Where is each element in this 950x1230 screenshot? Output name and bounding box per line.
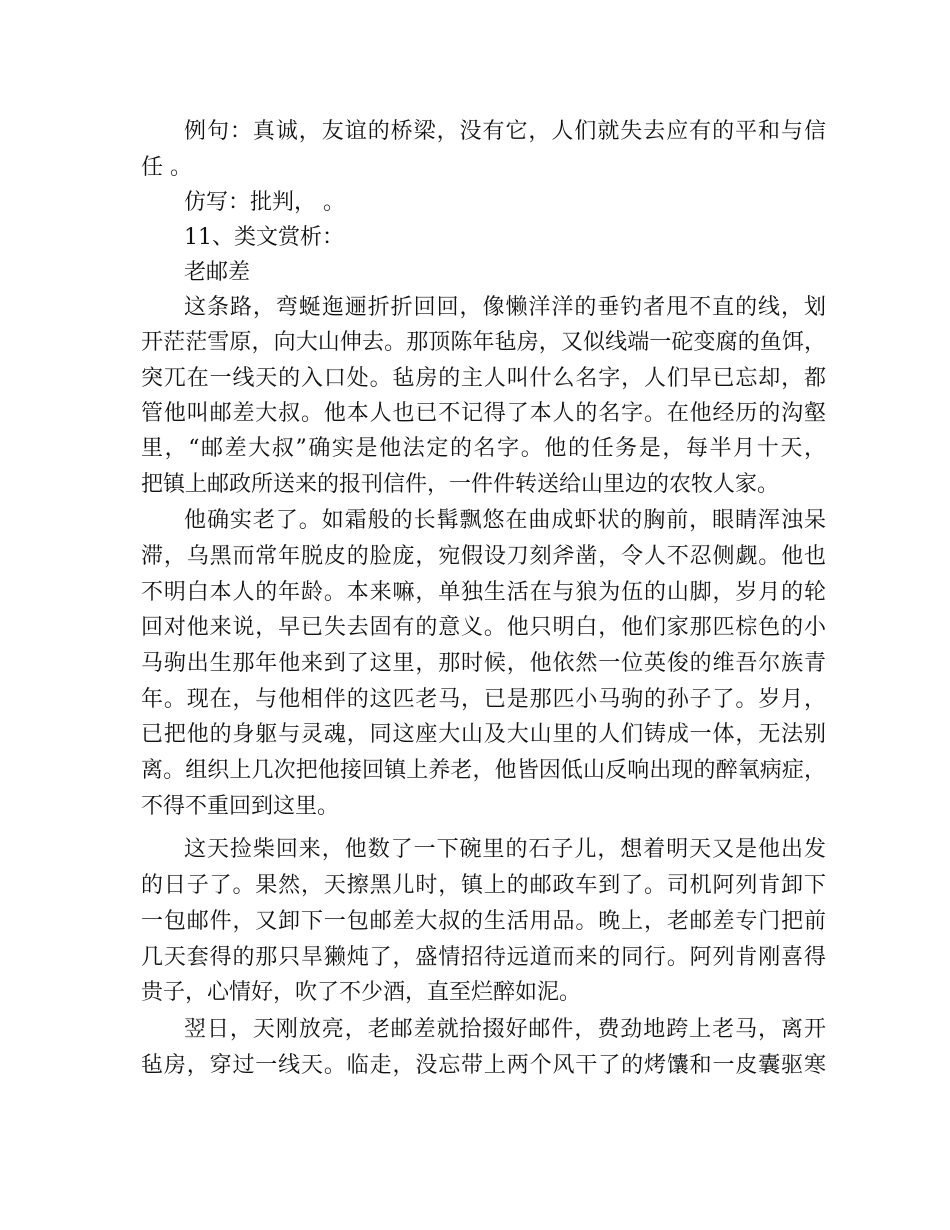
- text-line: 把镇上邮政所送来的报刊信件，一件件转送给山里边的农牧人家。: [141, 472, 780, 497]
- text-line: 开茫茫雪原，向大山伸去。那顶陈年毡房，又似线端一砣变腐的鱼饵，: [141, 330, 826, 355]
- text-line: 11、类文赏析：: [184, 225, 344, 250]
- text-line: 离。组织上几次把他接回镇上养老，他皆因低山反响出现的醉氧病症，: [141, 758, 826, 783]
- text-line: 这天捡柴回来，他数了一下碗里的石子儿，想着明天又是他出发: [184, 837, 826, 862]
- text-line: 他确实老了。如霜般的长髯飘悠在曲成虾状的胸前，眼睛浑浊呆: [184, 508, 826, 533]
- text-line: 突兀在一线天的入口处。毡房的主人叫什么名字，人们早已忘却，都: [141, 366, 826, 391]
- text-line: 贵子，心情好，吹了不少酒，直至烂醉如泥。: [141, 980, 582, 1005]
- text-line: 一包邮件，又卸下一包邮差大叔的生活用品。晚上，老邮差专门把前: [141, 909, 826, 934]
- text-line: 马驹出生那年他来到了这里，那时候，他依然一位英俊的维吾尔族青: [141, 651, 826, 676]
- text-line: 几天套得的那只旱獭炖了，盛情招待远道而来的同行。阿列肯刚喜得: [141, 945, 826, 970]
- text-line: 例句：真诚，友谊的桥梁，没有它，人们就失去应有的平和与信: [184, 119, 826, 144]
- text-line: 仿写：批判， 。: [184, 190, 345, 215]
- text-line: 回对他来说，早已失去固有的意义。他只明白，他们家那匹棕色的小: [141, 615, 826, 640]
- text-line: 不得不重回到这里。: [141, 794, 340, 819]
- text-line: 的日子了。果然，天擦黑儿时，镇上的邮政车到了。司机阿列肯卸下: [141, 873, 826, 898]
- text-line: 任 。: [141, 155, 192, 180]
- text-line: 已把他的身躯与灵魂，同这座大山及大山里的人们铸成一体，无法别: [141, 722, 826, 747]
- text-line: 年。现在，与他相伴的这匹老马，已是那匹小马驹的孙子了。岁月，: [141, 687, 826, 712]
- text-line: 里，“邮差大叔”确实是他法定的名字。他的任务是，每半月十天，: [141, 436, 826, 461]
- text-line: 这条路，弯蜒迤逦折折回回，像懒洋洋的垂钓者甩不直的线，划: [184, 295, 826, 320]
- text-line: 老邮差: [184, 260, 251, 285]
- text-line: 滞，乌黑而常年脱皮的脸庞，宛假设刀刻斧凿，令人不忍侧觑。他也: [141, 544, 826, 569]
- text-line: 翌日，天刚放亮，老邮差就拾掇好邮件，费劲地跨上老马，离开: [184, 1017, 826, 1042]
- text-line: 管他叫邮差大叔。他本人也已不记得了本人的名字。在他经历的沟壑: [141, 401, 826, 426]
- text-line: 毡房，穿过一线天。临走，没忘带上两个风干了的烤馕和一皮囊驱寒: [141, 1053, 826, 1078]
- text-line: 不明白本人的年龄。本来嘛，单独生活在与狼为伍的山脚，岁月的轮: [141, 580, 826, 605]
